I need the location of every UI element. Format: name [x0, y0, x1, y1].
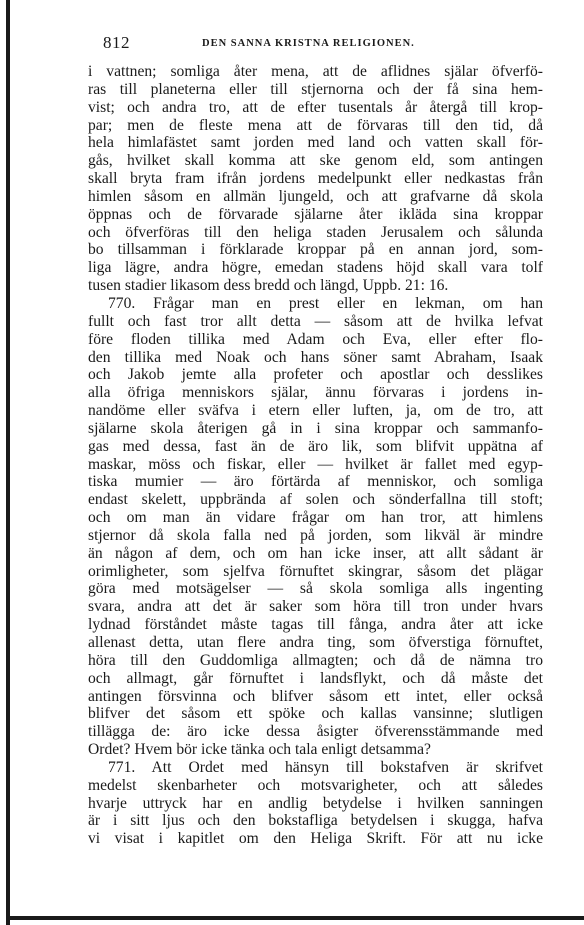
text-line: himlen såsom en allmän ljungeld, och att grafvarne då skola: [88, 187, 543, 205]
body-text: [88, 63, 543, 848]
text-line: alla öfriga menniskors själar, ännu förvaras i jordens in-: [88, 384, 543, 402]
text-line: liga lägre, andra högre, emedan stadens höjd skall vara tolf: [88, 259, 543, 277]
text-line: öppnas och de förvarade själarne åter ikläda sina kroppar: [88, 205, 543, 223]
text-line: och allmagt, går förnuftet i landsflykt, och då måste det: [88, 669, 543, 687]
page-edge-rule-bottom: [6, 916, 584, 920]
running-head: [103, 33, 543, 55]
text-line: blifver det såsom ett spöke och kallas vansinne; slutligen: [88, 705, 543, 723]
text-line: hvarje uttryck har en andlig betydelse i hvilken sanningen: [88, 794, 543, 812]
text-line: bo tillsamman i förklarade kroppar på en annan jord, som-: [88, 241, 543, 259]
text-line: själarne skola återigen gå in i sina kroppar och sammanfo-: [88, 419, 543, 437]
text-line: gas med dessa, fast än de äro lik, som blifvit uppätna af: [88, 437, 543, 455]
text-line: ras till planeterna eller till stjernorna och der få sina hem-: [88, 80, 543, 98]
text-line: och öfverföras till den heliga staden Jerusalem och sålunda: [88, 223, 543, 241]
paragraph-end-line: tusen stadier likasom dess bredd och längd, Uppb. 21: 16.: [88, 277, 449, 295]
text-line: är i sitt ljus och den bokstafliga betydelsen i skugga, hafva: [88, 812, 543, 830]
text-line: allenast detta, utan flere andra ting, som öfverstiga förnuftet,: [88, 634, 543, 651]
text-line: tillägga de: äro icke dessa åsigter öfverensstämmande med: [88, 723, 543, 741]
text-line: gås, hvilket skall komma att ske genom eld, som antingen: [88, 152, 543, 170]
text-line: skall bryta fram ifrån jordens medelpunkt eller nedkastas från: [88, 170, 543, 188]
text-line: vist; och andra tro, att de efter tusentals år återgå till krop-: [88, 98, 543, 116]
text-line: göra med motsägelser — så skola somliga alls ingenting: [88, 580, 543, 598]
text-line: tiska mumier — äro förtärda af menniskor, och somliga: [88, 473, 543, 491]
text-line: vi visat i kapitlet om den Heliga Skrift. För att nu icke: [88, 830, 543, 848]
text-line: och Jakob jemte alla profeter och apostlar och desslikes: [88, 366, 543, 384]
text-line: i vattnen; somliga åter mena, att de aflidnes själar öfverfö-: [88, 63, 543, 80]
page-number: 812: [103, 33, 130, 52]
text-line: nandöme eller sväfva i etern eller luften, ja, om de tro, att: [88, 402, 543, 420]
text-line: fullt och fast tror allt detta — såsom att de hvilka lefvat: [88, 312, 543, 330]
text-line: antingen försvinna och blifver såsom ett intet, eller också: [88, 687, 543, 705]
text-line: orimligheter, som sjelfva förnuftet skingrar, såsom det plägar: [88, 562, 543, 580]
page-edge-rule-left: [6, 0, 10, 925]
text-line: och om man än vidare frågar om han tror, att himlens: [88, 509, 543, 527]
text-line: före floden tillika med Adam och Eva, eller efter flo-: [88, 330, 543, 348]
text-line: den tillika med Noak och hans söner samt Abraham, Isaak: [88, 348, 543, 366]
text-line: stjernor då skola falla ned på jorden, som likväl är mindre: [88, 526, 543, 544]
paragraph-end-line: Ordet? Hvem bör icke tänka och tala enligt detsamma?: [88, 741, 431, 759]
text-line: hela himlafästet samt jorden med land och vatten skall för-: [88, 134, 543, 152]
running-title: DEN SANNA KRISTNA RELIGIONEN.: [202, 38, 415, 49]
text-line: endast skelett, uppbrända af solen och sönderfallna till stoft;: [88, 491, 543, 509]
paragraph-start-770: 770. Frågar man en prest eller en lekman, om han: [108, 294, 543, 312]
paragraph-start-771: 771. Att Ordet med hänsyn till bokstafven är skrifvet: [108, 758, 543, 776]
text-line: maskar, möss och fiskar, eller — hvilket är fallet med egyp-: [88, 455, 543, 473]
text-line: höra till den Guddomliga allmagten; och då de nämna tro: [88, 651, 543, 669]
text-line: lydnad förståndet måste tagas till fånga, andra åter att icke: [88, 616, 543, 634]
text-line: medelst skenbarheter och motsvarigheter, och att således: [88, 776, 543, 794]
text-line: svara, andra att det är saker som höra till tron under hvars: [88, 598, 543, 616]
text-line: par; men de fleste mena att de förvaras till den tid, då: [88, 116, 543, 134]
text-line: än någon af dem, och om han icke inser, att allt sådant är: [88, 544, 543, 562]
